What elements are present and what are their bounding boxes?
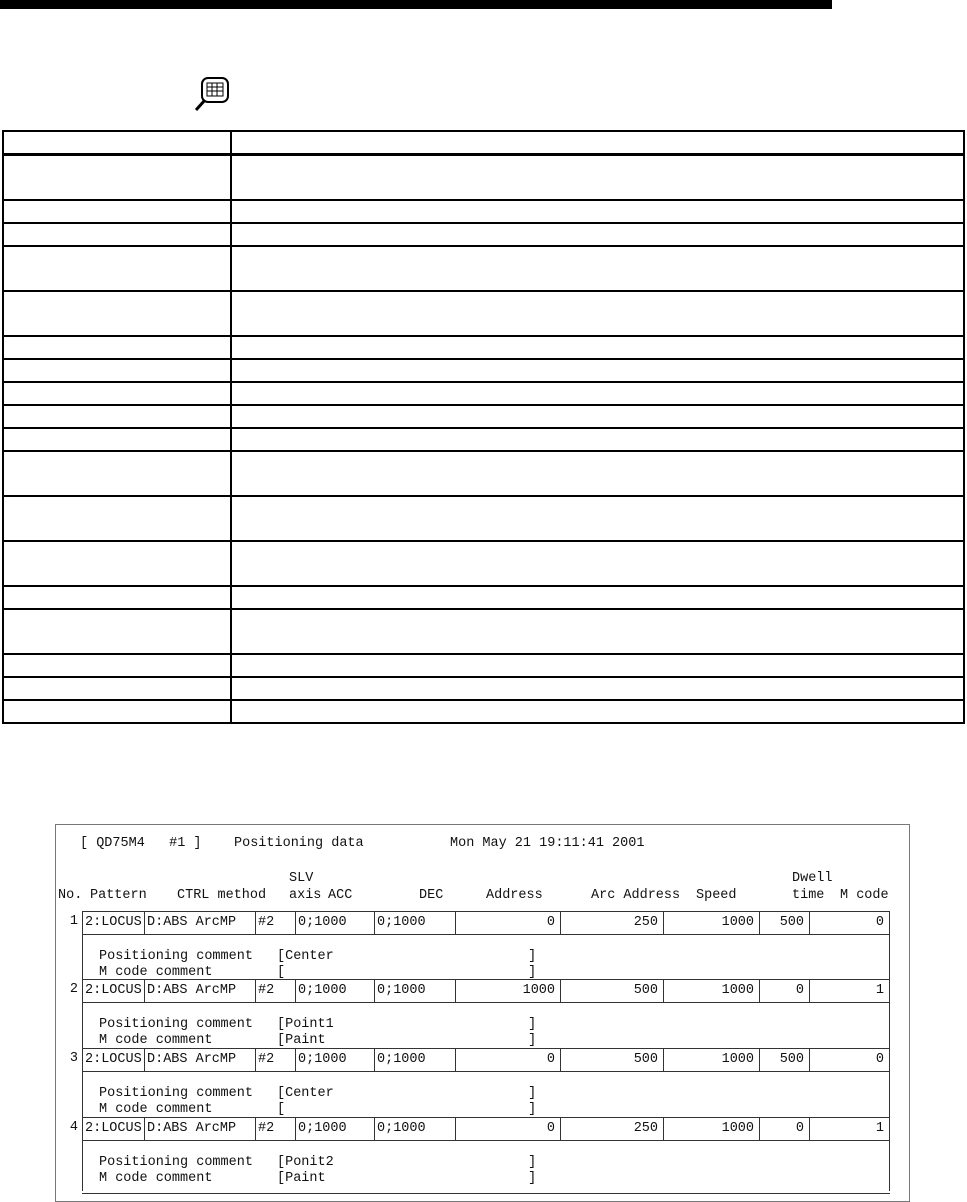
spec-table-row [3, 541, 964, 586]
address-cell: 0 [456, 1118, 561, 1140]
acc-cell: 0;1000 [296, 1118, 375, 1140]
spec-table-row [3, 336, 964, 359]
col-time: time [792, 888, 825, 903]
row-number: 2 [69, 982, 78, 997]
m-code-cell: 1 [875, 1121, 884, 1136]
spec-item-cell [3, 246, 231, 291]
pattern-cell: 2:LOCUS [83, 1049, 145, 1071]
spec-table-row [3, 654, 964, 677]
col-m-code: M code [840, 888, 889, 903]
pattern-cell: 2:LOCUS [83, 980, 145, 1002]
positioning-comment-value: [Ponit2 ] [277, 1155, 537, 1170]
printout-bottom-rule [82, 1193, 890, 1194]
spec-description-cell [231, 155, 964, 201]
positioning-comment-value: [Center ] [277, 1086, 537, 1101]
spec-table-row [3, 586, 964, 609]
dwell-time-cell: 0 [760, 980, 810, 1002]
spec-description-cell [231, 359, 964, 382]
spec-description-cell [231, 336, 964, 359]
printout-module: [ QD75M4 #1 ] [80, 836, 202, 851]
spec-table-row [3, 223, 964, 246]
col-speed: Speed [696, 888, 737, 903]
m-code-cell: 1 [875, 983, 884, 998]
spec-item-cell [3, 700, 231, 723]
spec-table-row [3, 496, 964, 541]
spec-description-cell [231, 131, 964, 155]
spec-table-row [3, 359, 964, 382]
acc-cell: 0;1000 [296, 980, 375, 1002]
col-axis: axis [289, 888, 322, 903]
spec-item-cell [3, 200, 231, 223]
arc-address-cell: 500 [561, 980, 664, 1002]
spec-description-cell [231, 496, 964, 541]
dec-cell: 0;1000 [375, 912, 456, 934]
dec-cell: 0;1000 [375, 980, 456, 1002]
dwell-time-cell: 0 [760, 1118, 810, 1140]
m-code-comment-label: M code comment [99, 1033, 213, 1048]
row-number: 1 [69, 914, 78, 929]
address-cell: 0 [456, 912, 561, 934]
spec-description-cell [231, 700, 964, 723]
m-code-cell: 0 [875, 915, 884, 930]
spec-item-cell [3, 609, 231, 654]
spec-table-row [3, 428, 964, 451]
positioning-comment-value: [Point1 ] [277, 1017, 537, 1032]
m-code-comment-value: [ ] [277, 1102, 537, 1117]
table-row [82, 911, 890, 935]
spec-description-cell [231, 246, 964, 291]
arc-address-cell: 250 [561, 1118, 664, 1140]
speed-cell: 1000 [664, 980, 760, 1002]
speed-cell: 1000 [664, 1049, 760, 1071]
spec-description-cell [231, 609, 964, 654]
table-row [82, 1117, 890, 1141]
address-cell: 0 [456, 1049, 561, 1071]
m-code-comment-label: M code comment [99, 1171, 213, 1186]
pattern-cell: 2:LOCUS [83, 1118, 145, 1140]
spec-item-cell [3, 496, 231, 541]
col-address: Address [486, 888, 543, 903]
pattern-cell: 2:LOCUS [83, 912, 145, 934]
col-acc: ACC [328, 888, 353, 903]
spec-item-cell [3, 428, 231, 451]
spec-item-cell [3, 405, 231, 428]
arc-address-cell: 500 [561, 1049, 664, 1071]
positioning-comment-label: Positioning comment [99, 949, 253, 964]
spec-item-cell [3, 677, 231, 700]
col-pattern: Pattern [90, 888, 147, 903]
positioning-comment-value: [Center ] [277, 949, 537, 964]
ctrl-method-cell: D:ABS ArcMP [145, 1118, 256, 1140]
spec-table-row [3, 451, 964, 496]
col-arc-address: Arc Address [591, 888, 681, 903]
axis-cell: #2 [256, 912, 296, 934]
m-code-comment-label: M code comment [99, 1102, 213, 1117]
spec-item-cell [3, 131, 231, 155]
axis-cell: #2 [256, 1049, 296, 1071]
m-code-comment-value: [Paint ] [277, 1033, 537, 1048]
spec-description-cell [231, 382, 964, 405]
magnifier-icon [193, 76, 231, 112]
spec-description-cell [231, 677, 964, 700]
dec-cell: 0;1000 [375, 1118, 456, 1140]
spec-description-cell [231, 586, 964, 609]
spec-description-cell [231, 405, 964, 428]
col-dwell: Dwell [792, 871, 833, 886]
m-code-comment-value: [Paint ] [277, 1171, 537, 1186]
m-code-comment-label: M code comment [99, 965, 213, 980]
positioning-comment-label: Positioning comment [99, 1086, 253, 1101]
spec-item-cell [3, 223, 231, 246]
speed-cell: 1000 [664, 912, 760, 934]
spec-item-cell [3, 541, 231, 586]
spec-item-cell [3, 155, 231, 201]
acc-cell: 0;1000 [296, 912, 375, 934]
spec-description-cell [231, 223, 964, 246]
dec-cell: 0;1000 [375, 1049, 456, 1071]
spec-table-row [3, 677, 964, 700]
spec-table-row [3, 382, 964, 405]
comment-block [82, 1002, 890, 1053]
printout-datetime: Mon May 21 19:11:41 2001 [450, 836, 645, 851]
row-number: 3 [69, 1051, 78, 1066]
ctrl-method-cell: D:ABS ArcMP [145, 980, 256, 1002]
spec-description-cell [231, 291, 964, 336]
ctrl-method-cell: D:ABS ArcMP [145, 1049, 256, 1071]
comment-block [82, 1071, 890, 1122]
spec-table [2, 130, 965, 724]
spec-item-cell [3, 359, 231, 382]
address-cell: 1000 [456, 980, 561, 1002]
spec-item-cell [3, 336, 231, 359]
spec-description-cell [231, 200, 964, 223]
axis-cell: #2 [256, 980, 296, 1002]
col-no: No. [58, 888, 83, 903]
row-number: 4 [69, 1120, 78, 1135]
spec-table-row [3, 609, 964, 654]
table-row [82, 1048, 890, 1072]
col-slv: SLV [289, 871, 314, 886]
spec-item-cell [3, 451, 231, 496]
spec-table-row [3, 155, 964, 201]
spec-description-cell [231, 428, 964, 451]
table-row [82, 979, 890, 1003]
m-code-cell: 0 [875, 1052, 884, 1067]
speed-cell: 1000 [664, 1118, 760, 1140]
top-rule [0, 0, 832, 9]
spec-table-header [3, 131, 964, 155]
dwell-time-cell: 500 [760, 1049, 810, 1071]
spec-table-row [3, 200, 964, 223]
arc-address-cell: 250 [561, 912, 664, 934]
spec-item-cell [3, 382, 231, 405]
spec-description-cell [231, 451, 964, 496]
positioning-data-printout [55, 824, 910, 1202]
positioning-comment-label: Positioning comment [99, 1017, 253, 1032]
col-dec: DEC [419, 888, 444, 903]
dwell-time-cell: 500 [760, 912, 810, 934]
acc-cell: 0;1000 [296, 1049, 375, 1071]
positioning-comment-label: Positioning comment [99, 1155, 253, 1170]
axis-cell: #2 [256, 1118, 296, 1140]
spec-description-cell [231, 654, 964, 677]
col-ctrl-method: CTRL method [177, 888, 267, 903]
spec-item-cell [3, 291, 231, 336]
spec-table-row [3, 405, 964, 428]
m-code-comment-value: [ ] [277, 965, 537, 980]
comment-block [82, 934, 890, 985]
spec-table-row [3, 291, 964, 336]
ctrl-method-cell: D:ABS ArcMP [145, 912, 256, 934]
comment-block [82, 1140, 890, 1191]
spec-item-cell [3, 654, 231, 677]
spec-table-row [3, 246, 964, 291]
spec-table-row [3, 700, 964, 723]
printout-title: Positioning data [234, 836, 364, 851]
spec-item-cell [3, 586, 231, 609]
spec-description-cell [231, 541, 964, 586]
